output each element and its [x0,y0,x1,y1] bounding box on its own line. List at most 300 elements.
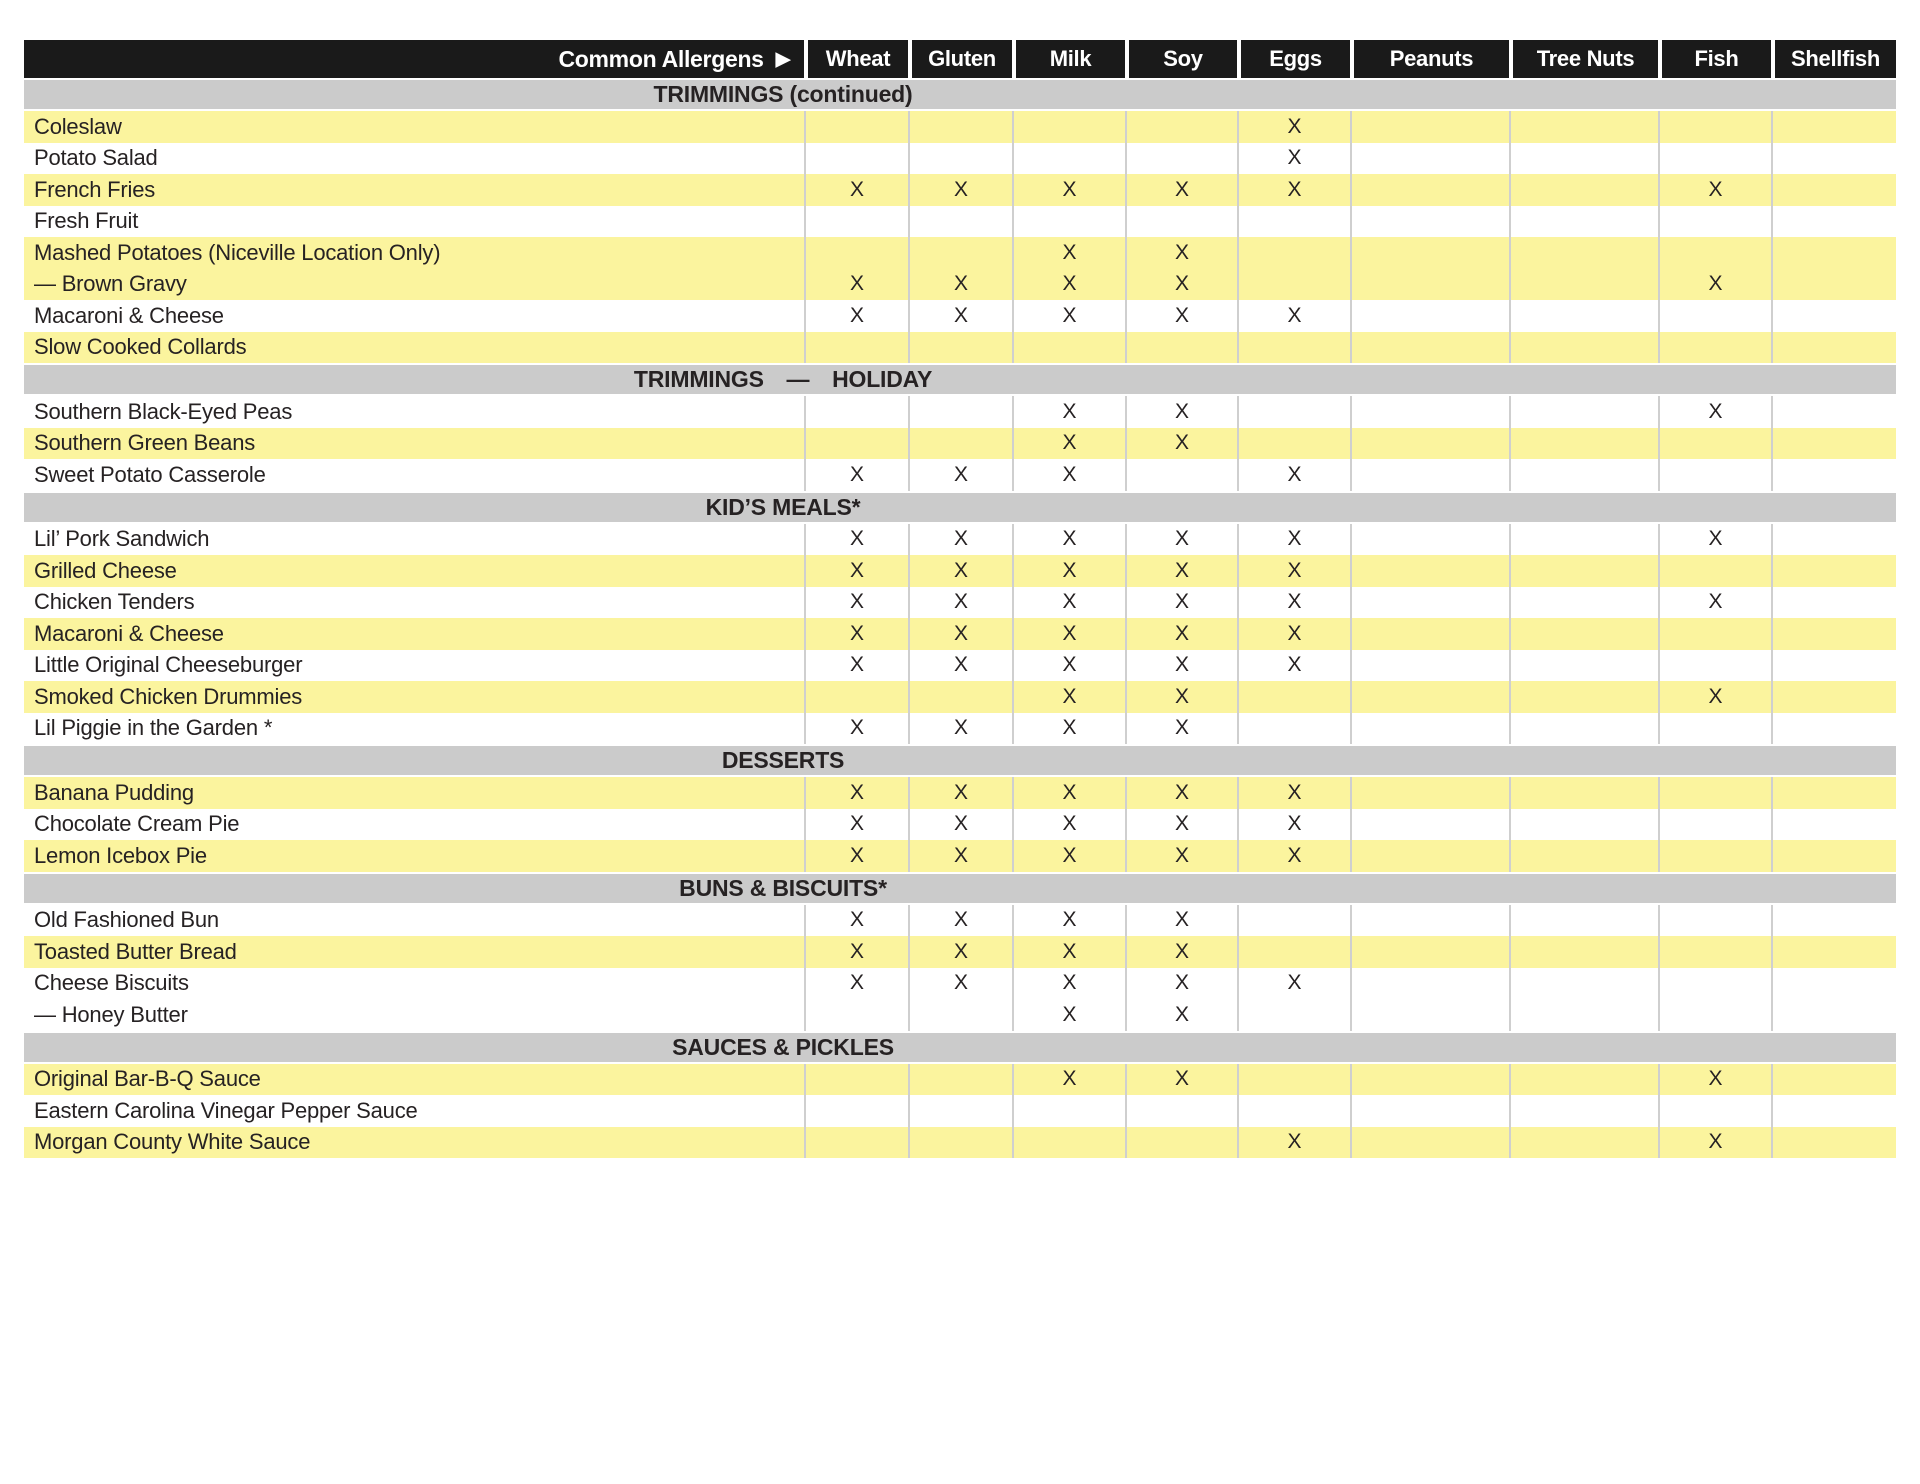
allergen-cell-wheat: X [804,300,908,332]
allergen-cell-fish [1658,905,1771,937]
item-name: Eastern Carolina Vinegar Pepper Sauce [34,1097,418,1123]
allergen-table [24,40,1896,1158]
allergen-cell-tree-nuts [1509,587,1658,619]
table-row-lemon-icebox-pie [24,840,1896,872]
item-name: Lil Piggie in the Garden * [34,715,273,741]
allergen-cell-eggs: X [1237,143,1350,175]
allergen-cell-soy: X [1125,396,1237,428]
allergen-cell-shellfish [1771,999,1896,1031]
table-row-slow-cooked-collards [24,332,1896,364]
allergen-cell-peanuts [1350,332,1509,364]
allergen-cell-tree-nuts [1509,618,1658,650]
allergen-cell-gluten [908,237,1012,269]
allergen-cell-wheat: X [804,459,908,491]
item-name: Chicken Tenders [34,589,195,615]
table-row-eastern-carolina-vinegar-pepper-sauce [24,1095,1896,1127]
allergen-cell-shellfish [1771,840,1896,872]
allergen-cell-tree-nuts [1509,713,1658,745]
allergen-cell-peanuts [1350,269,1509,301]
item-name: Cheese Biscuits [34,970,189,996]
table-row-old-fashioned-bun [24,905,1896,937]
allergen-cell-gluten: X [908,905,1012,937]
section-header-buns-biscuits [24,872,1896,905]
allergen-cell-soy: X [1125,555,1237,587]
allergen-cell-eggs: X [1237,968,1350,1000]
item-name: — Honey Butter [34,1001,188,1027]
allergen-cell-wheat [804,1127,908,1159]
allergen-cell-soy: X [1125,428,1237,460]
allergen-cell-tree-nuts [1509,332,1658,364]
allergen-cell-milk: X [1012,809,1125,841]
allergen-cell-gluten [908,428,1012,460]
allergen-cell-fish [1658,111,1771,143]
allergen-cell-eggs: X [1237,174,1350,206]
section-header-sauces-pickles [24,1031,1896,1064]
table-body [24,78,1896,1158]
allergen-cell-gluten: X [908,459,1012,491]
allergen-cell-eggs [1237,1064,1350,1096]
table-row-lil-piggie-in-the-garden [24,713,1896,745]
allergen-cell-gluten: X [908,524,1012,556]
allergen-cell-soy [1125,332,1237,364]
allergen-cell-milk: X [1012,555,1125,587]
item-name: Old Fashioned Bun [34,907,219,933]
allergen-cell-eggs [1237,269,1350,301]
allergen-cell-peanuts [1350,555,1509,587]
allergen-cell-gluten: X [908,809,1012,841]
allergen-cell-fish [1658,237,1771,269]
allergen-cell-gluten [908,999,1012,1031]
allergen-cell-shellfish [1771,174,1896,206]
allergen-cell-eggs [1237,681,1350,713]
allergen-cell-tree-nuts [1509,936,1658,968]
allergen-cell-gluten: X [908,618,1012,650]
allergen-cell-gluten: X [908,300,1012,332]
allergen-cell-fish [1658,840,1771,872]
table-row-honey-butter [24,999,1896,1031]
common-allergens-label: Common Allergens [558,45,764,72]
allergen-cell-tree-nuts [1509,999,1658,1031]
item-name: Little Original Cheeseburger [34,652,303,678]
allergen-cell-shellfish [1771,936,1896,968]
allergen-cell-shellfish [1771,681,1896,713]
allergen-cell-soy: X [1125,587,1237,619]
column-header-soy: Soy [1125,40,1237,78]
allergen-cell-milk [1012,332,1125,364]
allergen-cell-wheat: X [804,618,908,650]
allergen-cell-eggs [1237,905,1350,937]
table-row-smoked-chicken-drummies [24,681,1896,713]
allergen-cell-shellfish [1771,459,1896,491]
allergen-cell-milk: X [1012,269,1125,301]
allergen-cell-eggs: X [1237,650,1350,682]
allergen-cell-tree-nuts [1509,524,1658,556]
allergen-cell-eggs [1237,428,1350,460]
allergen-cell-soy: X [1125,237,1237,269]
column-header-eggs: Eggs [1237,40,1350,78]
allergen-cell-tree-nuts [1509,777,1658,809]
allergen-cell-peanuts [1350,650,1509,682]
allergen-cell-shellfish [1771,618,1896,650]
allergen-cell-shellfish [1771,809,1896,841]
allergen-cell-eggs: X [1237,777,1350,809]
allergen-cell-peanuts [1350,905,1509,937]
allergen-cell-milk: X [1012,840,1125,872]
allergen-cell-gluten: X [908,777,1012,809]
allergen-cell-soy [1125,1095,1237,1127]
item-name: Mashed Potatoes (Niceville Location Only) [34,239,441,265]
allergen-cell-gluten: X [908,840,1012,872]
allergen-cell-gluten: X [908,713,1012,745]
allergen-cell-milk: X [1012,650,1125,682]
table-row-southern-green-beans [24,428,1896,460]
column-header-wheat: Wheat [804,40,908,78]
allergen-cell-eggs: X [1237,840,1350,872]
allergen-cell-wheat: X [804,650,908,682]
allergen-cell-soy: X [1125,936,1237,968]
allergen-cell-tree-nuts [1509,1127,1658,1159]
allergen-cell-wheat: X [804,269,908,301]
allergen-cell-shellfish [1771,237,1896,269]
allergen-cell-fish: X [1658,587,1771,619]
allergen-cell-wheat: X [804,713,908,745]
allergen-cell-eggs: X [1237,809,1350,841]
allergen-cell-fish [1658,459,1771,491]
section-header-trimmings-holiday [24,363,1896,396]
allergen-cell-wheat: X [804,905,908,937]
table-row-morgan-county-white-sauce [24,1127,1896,1159]
allergen-cell-eggs: X [1237,111,1350,143]
right-arrow-icon: ▶ [775,48,790,70]
allergen-cell-wheat [804,999,908,1031]
allergen-cell-peanuts [1350,968,1509,1000]
allergen-cell-wheat [804,111,908,143]
allergen-cell-soy: X [1125,713,1237,745]
allergen-cell-fish [1658,1095,1771,1127]
allergen-cell-tree-nuts [1509,681,1658,713]
allergen-cell-tree-nuts [1509,396,1658,428]
section-title: DESSERTS [721,747,845,773]
allergen-cell-milk: X [1012,618,1125,650]
allergen-cell-fish: X [1658,681,1771,713]
allergen-cell-soy: X [1125,650,1237,682]
table-row-grilled-cheese [24,555,1896,587]
allergen-cell-peanuts [1350,618,1509,650]
item-name: Southern Black-Eyed Peas [34,398,293,424]
allergen-cell-soy: X [1125,840,1237,872]
table-row-coleslaw [24,111,1896,143]
table-row-potato-salad [24,143,1896,175]
item-name: Sweet Potato Casserole [34,461,266,487]
allergen-cell-fish: X [1658,1127,1771,1159]
allergen-cell-eggs: X [1237,587,1350,619]
allergen-cell-milk: X [1012,777,1125,809]
item-name: Banana Pudding [34,779,194,805]
allergen-cell-soy: X [1125,1064,1237,1096]
allergen-cell-shellfish [1771,587,1896,619]
allergen-cell-peanuts [1350,459,1509,491]
allergen-cell-tree-nuts [1509,809,1658,841]
allergen-cell-peanuts [1350,111,1509,143]
allergen-cell-eggs [1237,206,1350,238]
allergen-cell-milk: X [1012,681,1125,713]
allergen-cell-fish [1658,968,1771,1000]
common-allergens-header [24,40,804,78]
allergen-cell-gluten [908,1064,1012,1096]
item-name: Morgan County White Sauce [34,1129,311,1155]
table-row-southern-black-eyed-peas [24,396,1896,428]
allergen-cell-milk: X [1012,237,1125,269]
allergen-cell-tree-nuts [1509,968,1658,1000]
allergen-cell-fish [1658,300,1771,332]
allergen-cell-peanuts [1350,681,1509,713]
allergen-cell-milk: X [1012,587,1125,619]
allergen-cell-milk: X [1012,524,1125,556]
allergen-cell-eggs [1237,999,1350,1031]
table-row-little-original-cheeseburger [24,650,1896,682]
allergen-cell-shellfish [1771,143,1896,175]
item-name: Coleslaw [34,113,122,139]
table-row-chocolate-cream-pie [24,809,1896,841]
item-name: Grilled Cheese [34,557,177,583]
table-row-toasted-butter-bread [24,936,1896,968]
item-name: Slow Cooked Collards [34,334,247,360]
allergen-cell-wheat: X [804,809,908,841]
allergen-cell-milk: X [1012,936,1125,968]
allergen-cell-milk: X [1012,428,1125,460]
allergen-cell-tree-nuts [1509,1064,1658,1096]
allergen-cell-soy: X [1125,905,1237,937]
allergen-cell-eggs: X [1237,300,1350,332]
allergen-cell-milk: X [1012,999,1125,1031]
allergen-cell-peanuts [1350,206,1509,238]
allergen-cell-tree-nuts [1509,459,1658,491]
allergen-cell-fish: X [1658,174,1771,206]
allergen-cell-peanuts [1350,174,1509,206]
allergen-cell-fish [1658,713,1771,745]
item-name: Macaroni & Cheese [34,620,224,646]
column-header-milk: Milk [1012,40,1125,78]
allergen-cell-fish [1658,618,1771,650]
allergen-cell-wheat: X [804,524,908,556]
allergen-cell-gluten: X [908,968,1012,1000]
section-title: KID’S MEALS* [705,493,861,520]
allergen-cell-fish [1658,650,1771,682]
allergen-cell-fish [1658,936,1771,968]
allergen-cell-wheat: X [804,840,908,872]
allergen-cell-tree-nuts [1509,111,1658,143]
table-row-brown-gravy [24,269,1896,301]
section-header-desserts [24,744,1896,777]
allergen-cell-soy: X [1125,618,1237,650]
allergen-cell-milk [1012,111,1125,143]
allergen-cell-soy [1125,206,1237,238]
item-name: Macaroni & Cheese [34,302,224,328]
allergen-cell-tree-nuts [1509,206,1658,238]
allergen-cell-fish: X [1658,269,1771,301]
allergen-cell-shellfish [1771,206,1896,238]
allergen-cell-shellfish [1771,524,1896,556]
allergen-cell-wheat: X [804,777,908,809]
item-name: Original Bar-B-Q Sauce [34,1066,261,1092]
section-title: BUNS & BISCUITS* [679,874,887,901]
allergen-cell-wheat [804,428,908,460]
allergen-cell-eggs [1237,1095,1350,1127]
allergen-cell-peanuts [1350,1064,1509,1096]
allergen-cell-peanuts [1350,143,1509,175]
allergen-cell-eggs [1237,237,1350,269]
allergen-cell-soy [1125,1127,1237,1159]
allergen-cell-gluten [908,332,1012,364]
allergen-cell-milk: X [1012,1064,1125,1096]
allergen-cell-gluten [908,1127,1012,1159]
allergen-cell-gluten: X [908,587,1012,619]
allergen-cell-shellfish [1771,428,1896,460]
allergen-cell-eggs [1237,713,1350,745]
column-header-gluten: Gluten [908,40,1012,78]
allergen-cell-soy: X [1125,809,1237,841]
allergen-cell-wheat [804,396,908,428]
allergen-cell-shellfish [1771,111,1896,143]
allergen-cell-milk: X [1012,905,1125,937]
allergen-cell-peanuts [1350,1127,1509,1159]
allergen-cell-gluten: X [908,936,1012,968]
table-row-chicken-tenders [24,587,1896,619]
allergen-cell-soy: X [1125,174,1237,206]
allergen-cell-tree-nuts [1509,1095,1658,1127]
column-header-tree-nuts: Tree Nuts [1509,40,1658,78]
section-title: SAUCES & PICKLES [672,1033,894,1060]
column-header-shellfish: Shellfish [1771,40,1896,78]
table-row-banana-pudding [24,777,1896,809]
allergen-cell-tree-nuts [1509,555,1658,587]
table-row-french-fries [24,174,1896,206]
allergen-cell-peanuts [1350,936,1509,968]
allergen-cell-peanuts [1350,1095,1509,1127]
allergen-cell-gluten [908,206,1012,238]
allergen-cell-eggs: X [1237,618,1350,650]
allergen-cell-wheat [804,237,908,269]
item-name: — Brown Gravy [34,271,187,297]
allergen-cell-tree-nuts [1509,840,1658,872]
allergen-cell-milk: X [1012,300,1125,332]
allergen-cell-shellfish [1771,300,1896,332]
allergen-cell-soy: X [1125,681,1237,713]
allergen-cell-tree-nuts [1509,174,1658,206]
allergen-cell-shellfish [1771,555,1896,587]
table-row-lil-pork-sandwich [24,524,1896,556]
allergen-cell-peanuts [1350,999,1509,1031]
allergen-cell-shellfish [1771,968,1896,1000]
allergen-cell-fish [1658,428,1771,460]
item-name: French Fries [34,176,156,202]
table-row-macaroni-cheese [24,618,1896,650]
allergen-cell-wheat [804,206,908,238]
allergen-cell-wheat: X [804,968,908,1000]
table-row-fresh-fruit [24,206,1896,238]
allergen-cell-milk: X [1012,174,1125,206]
allergen-cell-gluten [908,111,1012,143]
allergen-cell-soy [1125,459,1237,491]
section-header-trimmings-continued [24,78,1896,111]
allergen-cell-gluten: X [908,555,1012,587]
allergen-cell-tree-nuts [1509,300,1658,332]
allergen-cell-peanuts [1350,713,1509,745]
allergen-cell-soy [1125,111,1237,143]
allergen-cell-fish [1658,777,1771,809]
table-row-sweet-potato-casserole [24,459,1896,491]
allergen-cell-wheat [804,1095,908,1127]
allergen-cell-shellfish [1771,905,1896,937]
table-row-mashed-potatoes-niceville-location-only [24,237,1896,269]
allergen-cell-soy: X [1125,524,1237,556]
item-name: Chocolate Cream Pie [34,811,240,837]
table-header-row [24,40,1896,78]
allergen-cell-peanuts [1350,300,1509,332]
item-name: Potato Salad [34,145,158,171]
allergen-cell-fish [1658,809,1771,841]
allergen-cell-gluten [908,681,1012,713]
item-name: Lemon Icebox Pie [34,842,207,868]
allergen-cell-wheat [804,681,908,713]
allergen-cell-milk: X [1012,459,1125,491]
allergen-cell-gluten [908,143,1012,175]
allergen-cell-soy [1125,143,1237,175]
allergen-cell-shellfish [1771,1095,1896,1127]
allergen-cell-eggs [1237,936,1350,968]
section-title: TRIMMINGS — HOLIDAY [633,366,933,392]
allergen-cell-milk: X [1012,396,1125,428]
allergen-cell-gluten: X [908,650,1012,682]
allergen-cell-milk [1012,143,1125,175]
allergen-cell-milk [1012,1127,1125,1159]
allergen-cell-eggs [1237,396,1350,428]
table-row-cheese-biscuits [24,968,1896,1000]
allergen-cell-wheat [804,143,908,175]
allergen-cell-gluten: X [908,269,1012,301]
allergen-cell-peanuts [1350,840,1509,872]
allergen-cell-shellfish [1771,713,1896,745]
allergen-cell-eggs: X [1237,459,1350,491]
allergen-cell-eggs: X [1237,524,1350,556]
allergen-cell-tree-nuts [1509,428,1658,460]
allergen-cell-gluten [908,1095,1012,1127]
allergen-cell-fish: X [1658,1064,1771,1096]
allergen-cell-soy: X [1125,269,1237,301]
allergen-cell-soy: X [1125,777,1237,809]
allergen-cell-shellfish [1771,1127,1896,1159]
allergen-cell-fish [1658,999,1771,1031]
table-row-original-bar-b-q-sauce [24,1064,1896,1096]
allergen-cell-wheat: X [804,174,908,206]
allergen-cell-tree-nuts [1509,143,1658,175]
allergen-cell-peanuts [1350,396,1509,428]
allergen-cell-wheat: X [804,587,908,619]
section-title: TRIMMINGS (continued) [653,81,913,107]
allergen-cell-milk [1012,206,1125,238]
allergen-cell-wheat [804,332,908,364]
allergen-cell-fish [1658,332,1771,364]
allergen-cell-peanuts [1350,587,1509,619]
allergen-cell-milk: X [1012,713,1125,745]
allergen-cell-wheat: X [804,936,908,968]
allergen-cell-shellfish [1771,650,1896,682]
item-name: Lil’ Pork Sandwich [34,526,210,552]
table-row-macaroni-cheese [24,300,1896,332]
allergen-cell-tree-nuts [1509,650,1658,682]
allergen-cell-eggs: X [1237,555,1350,587]
allergen-cell-shellfish [1771,396,1896,428]
